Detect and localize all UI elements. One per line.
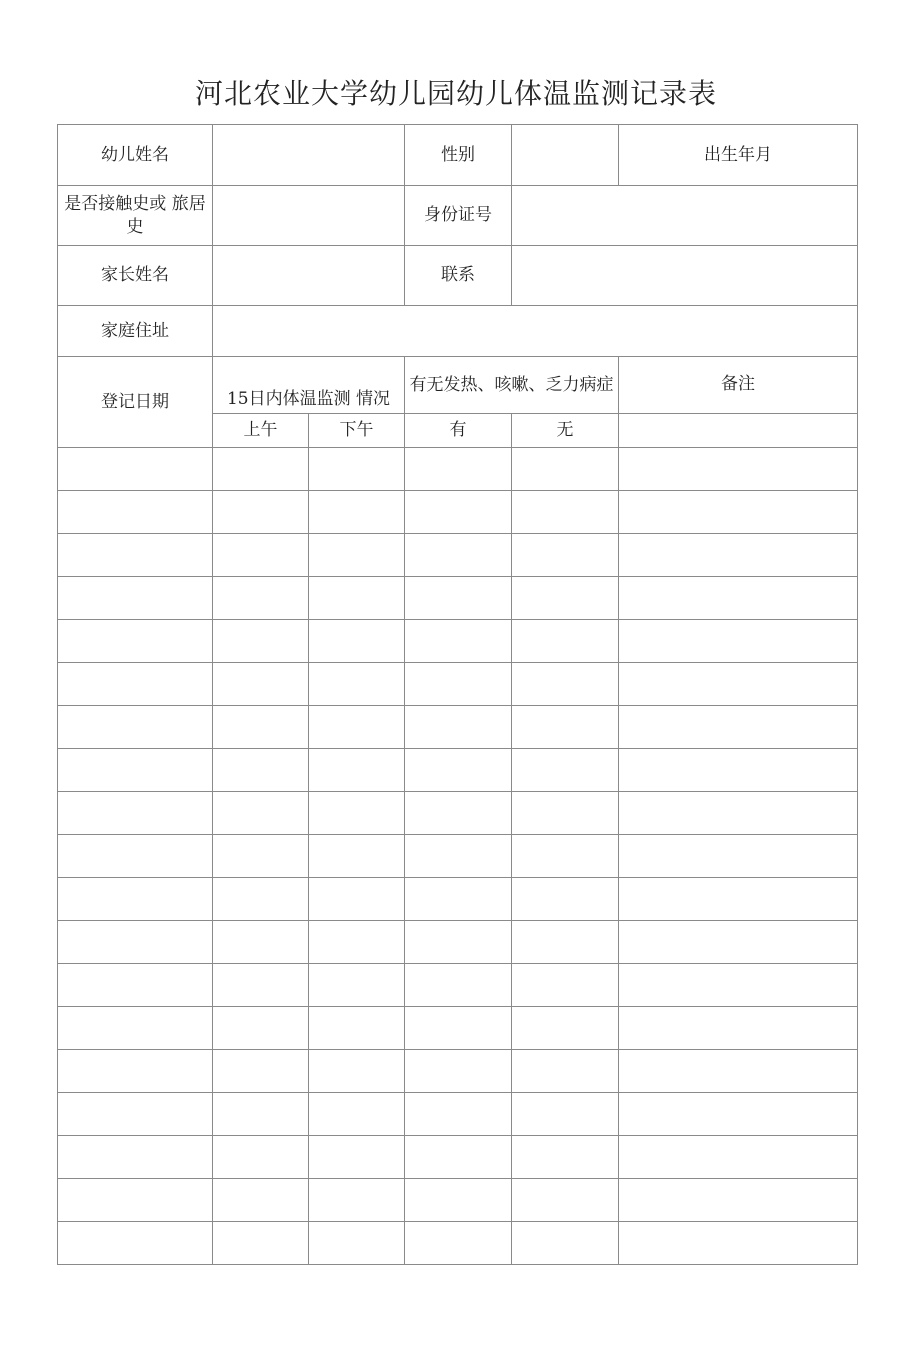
symptom-no-cell[interactable]	[512, 448, 619, 491]
pm-temp-cell[interactable]	[309, 1050, 405, 1093]
record-row	[58, 706, 858, 749]
symptom-no-cell[interactable]	[512, 792, 619, 835]
remarks-cell[interactable]	[619, 491, 858, 534]
symptom-no-cell[interactable]	[512, 491, 619, 534]
date-cell[interactable]	[58, 878, 213, 921]
symptom-no-cell[interactable]	[512, 964, 619, 1007]
label-symptoms: 有无发热、咳嗽、乏力病症	[405, 357, 619, 414]
record-row	[58, 577, 858, 620]
record-row	[58, 835, 858, 878]
remarks-cell[interactable]	[619, 1007, 858, 1050]
remarks-cell[interactable]	[619, 1093, 858, 1136]
remarks-cell[interactable]	[619, 1050, 858, 1093]
symptom-yes-cell[interactable]	[405, 577, 512, 620]
row-header-1	[58, 357, 858, 414]
record-row	[58, 1222, 858, 1265]
symptom-no-cell[interactable]	[512, 921, 619, 964]
date-cell[interactable]	[58, 620, 213, 663]
phone-field[interactable]	[512, 246, 858, 306]
label-child-name: 幼儿姓名	[58, 125, 213, 186]
remarks-cell[interactable]	[619, 835, 858, 878]
remarks-cell[interactable]	[619, 534, 858, 577]
record-row	[58, 792, 858, 835]
am-temp-cell[interactable]	[213, 964, 309, 1007]
symptom-yes-cell[interactable]	[405, 749, 512, 792]
symptom-no-cell[interactable]	[512, 1050, 619, 1093]
date-cell[interactable]	[58, 921, 213, 964]
date-cell[interactable]	[58, 1179, 213, 1222]
label-birth: 出生年月	[619, 125, 858, 186]
remarks-cell[interactable]	[619, 448, 858, 491]
label-yes: 有	[405, 414, 512, 448]
symptom-no-cell[interactable]	[512, 663, 619, 706]
pm-temp-cell[interactable]	[309, 577, 405, 620]
address-field[interactable]	[213, 306, 858, 357]
record-row	[58, 1136, 858, 1179]
label-remarks: 备注	[619, 357, 858, 414]
remarks-cell[interactable]	[619, 749, 858, 792]
am-temp-cell[interactable]	[213, 577, 309, 620]
label-am: 上午	[213, 414, 309, 448]
am-temp-cell[interactable]	[213, 835, 309, 878]
date-cell[interactable]	[58, 1007, 213, 1050]
symptom-yes-cell[interactable]	[405, 792, 512, 835]
symptom-no-cell[interactable]	[512, 835, 619, 878]
date-cell[interactable]	[58, 448, 213, 491]
symptom-no-cell[interactable]	[512, 534, 619, 577]
symptom-no-cell[interactable]	[512, 1136, 619, 1179]
date-cell[interactable]	[58, 663, 213, 706]
date-cell[interactable]	[58, 1093, 213, 1136]
remarks-cell[interactable]	[619, 620, 858, 663]
remarks-cell[interactable]	[619, 706, 858, 749]
symptom-no-cell[interactable]	[512, 1222, 619, 1265]
date-cell[interactable]	[58, 1136, 213, 1179]
label-parent-name: 家长姓名	[58, 246, 213, 306]
am-temp-cell[interactable]	[213, 749, 309, 792]
am-temp-cell[interactable]	[213, 534, 309, 577]
symptom-yes-cell[interactable]	[405, 964, 512, 1007]
label-temp-monitor: 15日内体温监测 情况	[213, 357, 405, 414]
am-temp-cell[interactable]	[213, 1007, 309, 1050]
record-row	[58, 1050, 858, 1093]
pm-temp-cell[interactable]	[309, 448, 405, 491]
form-title: 河北农业大学幼儿园幼儿体温监测记录表	[194, 77, 717, 110]
remarks-cell[interactable]	[619, 964, 858, 1007]
child-name-field[interactable]	[213, 125, 405, 186]
am-temp-cell[interactable]	[213, 878, 309, 921]
record-row	[58, 749, 858, 792]
date-cell[interactable]	[58, 1050, 213, 1093]
pm-temp-cell[interactable]	[309, 1136, 405, 1179]
record-row	[58, 964, 858, 1007]
am-temp-cell[interactable]	[213, 1222, 309, 1265]
am-temp-cell[interactable]	[213, 1136, 309, 1179]
remarks-cell[interactable]	[619, 663, 858, 706]
pm-temp-cell[interactable]	[309, 1222, 405, 1265]
symptom-yes-cell[interactable]	[405, 706, 512, 749]
id-number-field[interactable]	[512, 186, 858, 246]
label-gender: 性别	[405, 125, 512, 186]
symptom-yes-cell[interactable]	[405, 663, 512, 706]
row-history	[58, 186, 858, 246]
record-row	[58, 1179, 858, 1222]
am-temp-cell[interactable]	[213, 491, 309, 534]
record-row	[58, 878, 858, 921]
remarks-subheader-cell	[619, 414, 858, 448]
pm-temp-cell[interactable]	[309, 706, 405, 749]
pm-temp-cell[interactable]	[309, 749, 405, 792]
record-row	[58, 921, 858, 964]
am-temp-cell[interactable]	[213, 792, 309, 835]
pm-temp-cell[interactable]	[309, 1179, 405, 1222]
symptom-no-cell[interactable]	[512, 749, 619, 792]
pm-temp-cell[interactable]	[309, 663, 405, 706]
symptom-no-cell[interactable]	[512, 1093, 619, 1136]
symptom-no-cell[interactable]	[512, 1007, 619, 1050]
date-cell[interactable]	[58, 835, 213, 878]
symptom-no-cell[interactable]	[512, 706, 619, 749]
label-id-number: 身份证号	[405, 186, 512, 246]
record-row	[58, 448, 858, 491]
row-child-info	[58, 125, 858, 186]
symptom-no-cell[interactable]	[512, 878, 619, 921]
pm-temp-cell[interactable]	[309, 878, 405, 921]
am-temp-cell[interactable]	[213, 921, 309, 964]
remarks-cell[interactable]	[619, 878, 858, 921]
symptom-yes-cell[interactable]	[405, 491, 512, 534]
record-row	[58, 663, 858, 706]
am-temp-cell[interactable]	[213, 706, 309, 749]
parent-name-field[interactable]	[213, 246, 405, 306]
symptom-yes-cell[interactable]	[405, 1007, 512, 1050]
date-cell[interactable]	[58, 534, 213, 577]
symptom-no-cell[interactable]	[512, 577, 619, 620]
record-row	[58, 620, 858, 663]
remarks-cell[interactable]	[619, 792, 858, 835]
pm-temp-cell[interactable]	[309, 1007, 405, 1050]
symptom-yes-cell[interactable]	[405, 878, 512, 921]
am-temp-cell[interactable]	[213, 1179, 309, 1222]
label-no: 无	[512, 414, 619, 448]
label-reg-date: 登记日期	[58, 357, 213, 448]
pm-temp-cell[interactable]	[309, 620, 405, 663]
symptom-yes-cell[interactable]	[405, 534, 512, 577]
symptom-yes-cell[interactable]	[405, 1222, 512, 1265]
date-cell[interactable]	[58, 749, 213, 792]
record-row	[58, 1007, 858, 1050]
contact-history-field[interactable]	[213, 186, 405, 246]
symptom-yes-cell[interactable]	[405, 1050, 512, 1093]
am-temp-cell[interactable]	[213, 620, 309, 663]
symptom-yes-cell[interactable]	[405, 921, 512, 964]
pm-temp-cell[interactable]	[309, 491, 405, 534]
remarks-cell[interactable]	[619, 1179, 858, 1222]
symptom-yes-cell[interactable]	[405, 620, 512, 663]
date-cell[interactable]	[58, 577, 213, 620]
pm-temp-cell[interactable]	[309, 964, 405, 1007]
record-row	[58, 1093, 858, 1136]
pm-temp-cell[interactable]	[309, 792, 405, 835]
pm-temp-cell[interactable]	[309, 835, 405, 878]
symptom-yes-cell[interactable]	[405, 1136, 512, 1179]
row-parent	[58, 246, 858, 306]
label-phone: 联系	[405, 246, 512, 306]
am-temp-cell[interactable]	[213, 448, 309, 491]
date-cell[interactable]	[58, 1222, 213, 1265]
pm-temp-cell[interactable]	[309, 534, 405, 577]
pm-temp-cell[interactable]	[309, 921, 405, 964]
symptom-yes-cell[interactable]	[405, 448, 512, 491]
date-cell[interactable]	[58, 792, 213, 835]
am-temp-cell[interactable]	[213, 1093, 309, 1136]
symptom-yes-cell[interactable]	[405, 835, 512, 878]
symptom-yes-cell[interactable]	[405, 1093, 512, 1136]
label-pm: 下午	[309, 414, 405, 448]
record-row	[58, 491, 858, 534]
remarks-cell[interactable]	[619, 577, 858, 620]
record-row	[58, 534, 858, 577]
temperature-record-table	[57, 124, 858, 1265]
symptom-yes-cell[interactable]	[405, 1179, 512, 1222]
symptom-no-cell[interactable]	[512, 1179, 619, 1222]
remarks-cell[interactable]	[619, 1222, 858, 1265]
am-temp-cell[interactable]	[213, 663, 309, 706]
gender-field[interactable]	[512, 125, 619, 186]
date-cell[interactable]	[58, 491, 213, 534]
remarks-cell[interactable]	[619, 921, 858, 964]
label-contact-history: 是否接触史或 旅居史	[58, 186, 213, 246]
date-cell[interactable]	[58, 706, 213, 749]
remarks-cell[interactable]	[619, 1136, 858, 1179]
label-address: 家庭住址	[58, 306, 213, 357]
pm-temp-cell[interactable]	[309, 1093, 405, 1136]
am-temp-cell[interactable]	[213, 1050, 309, 1093]
date-cell[interactable]	[58, 964, 213, 1007]
row-address	[58, 306, 858, 357]
symptom-no-cell[interactable]	[512, 620, 619, 663]
